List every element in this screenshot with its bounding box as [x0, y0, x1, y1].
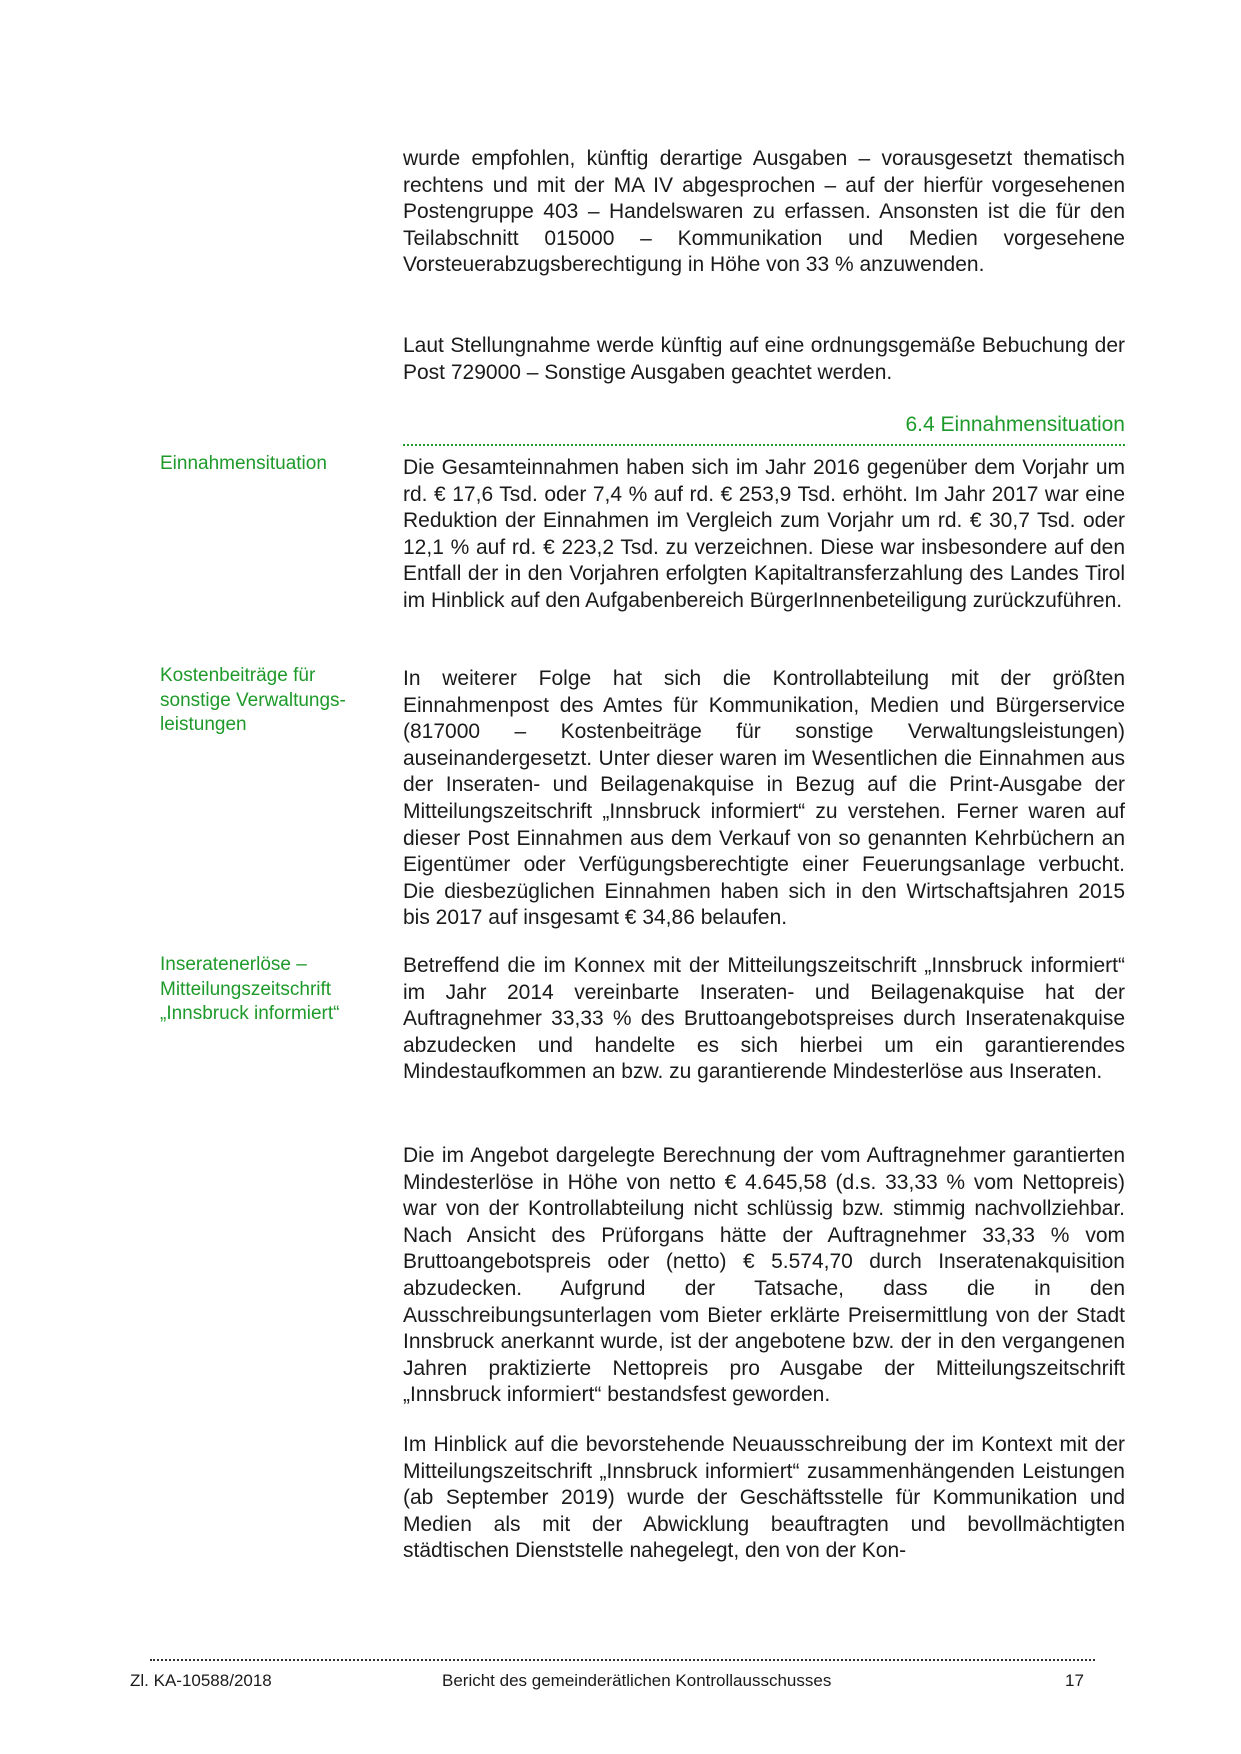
margin-note-text: Einnahmensituation [160, 453, 327, 474]
margin-note-einnahmensituation [160, 452, 375, 477]
paragraph-text: In weiterer Folge hat sich die Kontrollabteilung mit der größten Einnahmenpost des Amtes für Kommunikation, Medien und Bürgerservice (817000 – Kostenbeiträge für sonstige Verwaltungsleistungen) auseinandergesetzt. Unter dieser waren im Wesentlichen die Einnahmen aus der Inseraten- und Beilagenakquise in Bezug auf die Print-Ausgabe der Mitteilungszeitschrift „Innsbruck informiert“ zu verstehen. Ferner waren auf dieser Post Einnahmen aus dem Verkauf von so genannten Kehrbüchern an Eigentümer oder Verfügungsberechtigte einer Feuerungsanlage verbucht. Die diesbezüglichen Einnahmen haben sich in den Wirtschaftsjahren 2015 bis 2017 auf insgesamt € 34,86 belaufen. [403, 667, 1125, 930]
paragraph-inseratenakquise [403, 953, 1125, 1086]
paragraph-gesamteinnahmen [403, 455, 1125, 615]
paragraph-mindesterloese [403, 1143, 1125, 1409]
margin-note-line: sonstige Verwaltungs- [160, 689, 346, 711]
paragraph-stellungnahme [403, 333, 1125, 386]
paragraph-text: Die im Angebot dargelegte Berechnung der vom Auftragnehmer garantierten Mindesterlöse in Höhe von netto € 4.645,58 (d.s. 33,33 % vom Nettopreis) war von der Kontrollabteilung nicht schlüssig bzw. stimmig nachvollziehbar. Nach Ansicht des Prüforgans hätte der Auftragnehmer 33,33 % vom Bruttoangebotspreis oder (netto) € 5.574,70 durch Inseratenakquisition abzudecken. Aufgrund der Tatsache, dass die in den Ausschreibungsunterlagen vom Bieter erklärte Preisermittlung von der Stadt Innsbruck anerkannt wurde, ist der angebotene bzw. der in den vergangenen Jahren praktizierte Nettopreis pro Ausgabe der Mitteilungszeitschrift „Innsbruck informiert“ bestandsfest geworden. [403, 1144, 1125, 1407]
footer-divider [150, 1659, 1095, 1661]
section-heading: 6.4 Einnahmensituation [905, 413, 1125, 436]
paragraph-text: Im Hinblick auf die bevorstehende Neuausschreibung der im Kontext mit der Mitteilungszeitschrift „Innsbruck informiert“ zusammenhängenden Leistungen (ab September 2019) wurde der Geschäftsstelle für Kommunikation und Medien als mit der Abwicklung beauftragten und bevollmächtigten städtischen Dienststelle nahegelegt, den von der Kon- [403, 1433, 1125, 1563]
paragraph-text: wurde empfohlen, künftig derartige Ausgaben – vorausgesetzt thematisch rechtens und mit der MA IV abgesprochen – auf der hierfür vorgesehenen Postengruppe 403 – Handelswaren zu erfassen. Ansonsten ist die für den Teilabschnitt 015000 – Kommunikation und Medien vorgesehene Vorsteuerabzugsberechtigung in Höhe von 33 % anzuwenden. [403, 147, 1125, 277]
margin-note-line: Mitteilungszeitschrift [160, 978, 332, 1000]
paragraph-neuausschreibung [403, 1432, 1125, 1565]
footer-report-title: Bericht des gemeinderätlichen Kontrollausschusses [442, 1671, 832, 1690]
margin-note-line: Inseratenerlöse – [160, 954, 307, 975]
paragraph-text: Betreffend die im Konnex mit der Mitteilungszeitschrift „Innsbruck informiert“ im Jahr 2014 vereinbarte Inseraten- und Beilagenakquise hat der Auftragnehmer 33,33 % des Bruttoangebotspreises durch Inseratenakquise abzudecken und handelte es sich hierbei um ein garantierendes Mindestaufkommen an bzw. zu garantierende Mindesterlöse aus Inseraten. [403, 954, 1125, 1084]
paragraph-text: Die Gesamteinnahmen haben sich im Jahr 2016 gegenüber dem Vorjahr um rd. € 17,6 Tsd. oder 7,4 % auf rd. € 253,9 Tsd. erhöht. Im Jahr 2017 war eine Reduktion der Einnahmen im Vergleich zum Vorjahr um rd. € 30,7 Tsd. oder 12,1 % auf rd. € 223,2 Tsd. zu verzeichnen. Diese war insbesondere auf den Entfall der in den Vorjahren erfolgten Kapitaltransferzahlung des Landes Tirol im Hinblick auf den Aufgabenbereich BürgerInnenbeteiligung zurückzuführen. [403, 456, 1125, 612]
page-number: 17 [1065, 1671, 1084, 1690]
paragraph-text: Laut Stellungnahme werde künftig auf eine ordnungsgemäße Bebuchung der Post 729000 – Sonstige Ausgaben geachtet werden. [403, 334, 1125, 384]
margin-note-kostenbeitraege [160, 664, 375, 738]
paragraph-einnahmenpost [403, 666, 1125, 932]
footer-reference: Zl. KA-10588/2018 [130, 1671, 272, 1690]
margin-note-line: „Innsbruck informiert“ [160, 1003, 340, 1024]
margin-note-inseratenerloese [160, 953, 375, 1027]
margin-note-line: Kostenbeiträge für [160, 665, 316, 686]
section-heading-divider [403, 444, 1125, 446]
paragraph-ausgaben-empfehlung [403, 146, 1125, 279]
margin-note-line: leistungen [160, 714, 247, 735]
